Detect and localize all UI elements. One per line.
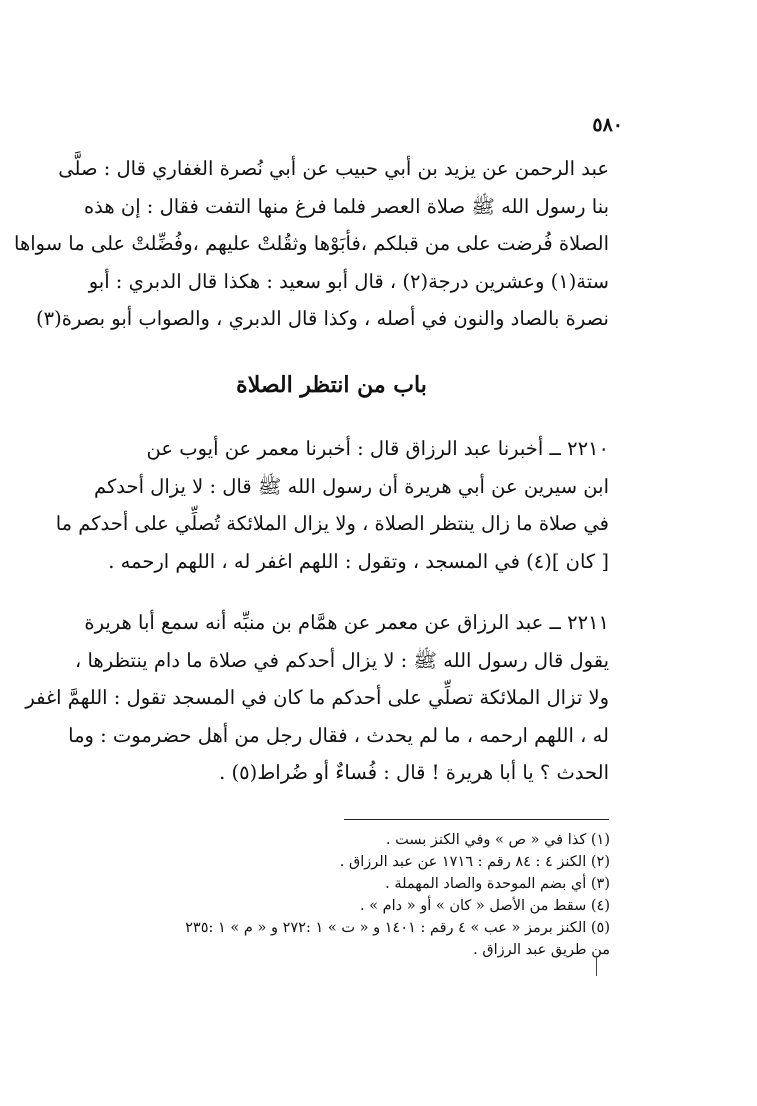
text-line: ولا تزال الملائكة تصلِّي على أحدكم ما كان في المسجد تقول : اللهمَّ اغفر	[25, 686, 609, 709]
footnote-divider	[344, 819, 609, 820]
text-line: ابن سيرين عن أبي هريرة أن رسول الله ﷺ قال : لا يزال أحدكم	[94, 474, 609, 498]
page-number: ٥٨٠	[592, 114, 623, 136]
text-line: له ، اللهم ارحمه ، ما لم يحدث ، فقال رجل من أهل حضرموت : وما	[68, 723, 609, 747]
text-line: عبد الرحمن عن يزيد بن أبي حبيب عن أبي نُصرة الغفاري قال : صلَّى	[58, 157, 609, 180]
text-line: الحدث ؟ يا أبا هريرة ! قال : فُساءٌ أو ضُراط(٥) .	[219, 761, 609, 784]
chapter-heading: باب من انتظر الصلاة	[236, 372, 427, 398]
text-line: نصرة بالصاد والنون في أصله ، وكذا قال الدبري ، والصواب أبو بصرة(٣)	[36, 307, 609, 330]
footnote-4: (٤) سقط من الأصل « كان » أو « دام » .	[359, 898, 610, 914]
hadith-2210	[54, 430, 609, 580]
footnote-1: (١) كذا في « ص » وفي الكنز بست .	[385, 832, 610, 848]
footnote-2: (٢) الكنز ٤ : ٨٤ رقم : ١٧١٦ عن عبد الرزاق .	[339, 854, 610, 870]
text-line: الصلاة فُرضت على من قبلكم ،فأبَوْها وثقُلتْ عليهم ،وفُضِّلتْ على ما سواها	[14, 232, 609, 255]
text-line: ٢٢١١ ــ عبد الرزاق عن معمر عن همَّام بن منبِّه أنه سمع أبا هريرة	[84, 611, 609, 634]
footnote-5-continued: من طريق عبد الرزاق .	[473, 942, 610, 958]
text-line: ٢٢١٠ ــ أخبرنا عبد الرزاق قال : أخبرنا معمر عن أيوب عن	[146, 437, 609, 460]
text-line: بنا رسول الله ﷺ صلاة العصر فلما فرغ منها التفت فقال : إن هذه	[83, 194, 609, 218]
continued-hadith-text	[14, 150, 609, 338]
text-line: يقول قال رسول الله ﷺ : لا يزال أحدكم في صلاة ما دام ينتظرها ،	[74, 648, 609, 672]
margin-mark	[596, 956, 597, 976]
text-line: [ كان ](٤) في المسجد ، وتقول : اللهم اغفر له ، اللهم ارحمه .	[108, 549, 609, 573]
footnote-3: (٣) أي بضم الموحدة والصاد المهملة .	[385, 876, 610, 892]
hadith-2211	[25, 604, 609, 792]
text-line: ستة(١) وعشرين درجة(٢) ، قال أبو سعيد : هكذا قال الدبري : أبو	[88, 269, 609, 293]
text-line: في صلاة ما زال ينتظر الصلاة ، ولا يزال الملائكة تُصلِّي على أحدكم ما	[55, 512, 609, 535]
footnote-5: (٥) الكنز برمز « عب » ٤ رقم : ١٤٠١ و « ت » ١ :٢٧٢ و « م » ١ :٢٣٥	[185, 920, 610, 936]
footnotes	[50, 829, 610, 961]
